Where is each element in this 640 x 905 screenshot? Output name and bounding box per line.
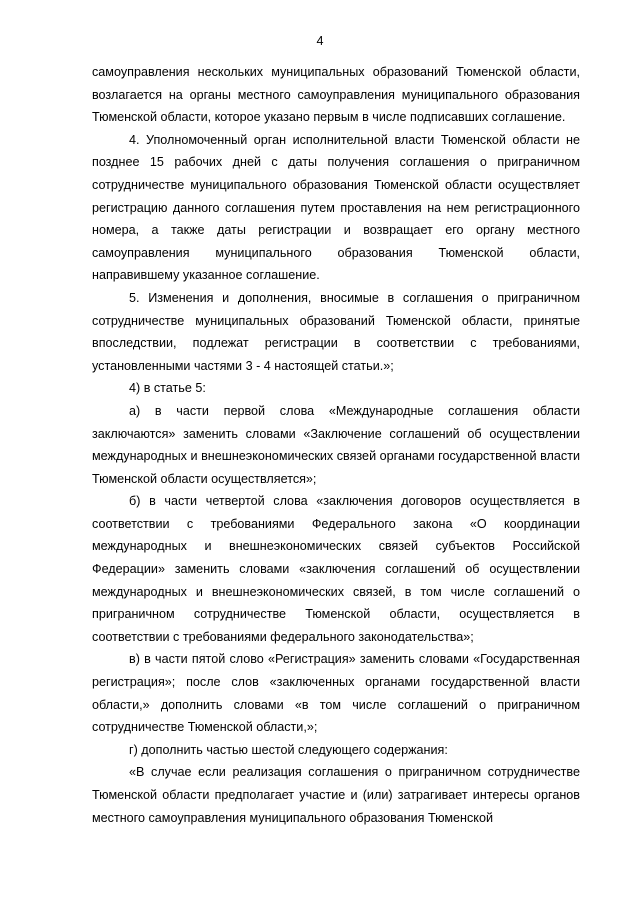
- page-number: 4: [316, 34, 324, 48]
- paragraph: 4. Уполномоченный орган исполнительной власти Тюменской области не позднее 15 рабочих дней с даты получения соглашения о приграничном сотрудничестве муниципального образования Тюменской области осуществляет регистрацию данного соглашения путем проставления на нем регистрационного номера, а также даты регистрации и возвращает его органу местного самоуправления муниципального образования Тюменской области, направившему указанное соглашение.: [92, 132, 580, 283]
- paragraph: самоуправления нескольких муниципальных образований Тюменской области, возлагается на органы местного самоуправления муниципального образования Тюменской области, которое указано первым в числе подписавших соглашение.: [92, 65, 580, 125]
- paragraph: «В случае если реализация соглашения о приграничном сотрудничестве Тюменской области предполагает участие и (или) затрагивает интересы органов местного самоуправления муниципального образования Тюменской: [92, 765, 580, 825]
- paragraph: а) в части первой слова «Международные соглашения области заключаются» заменить словами «Заключение соглашений об осуществлении международных и внешнеэкономических связей органами государственной власти Тюменской области осуществляется»;: [92, 403, 580, 486]
- paragraph: 4) в статье 5:: [129, 381, 206, 396]
- paragraph: б) в части четвертой слова «заключения договоров осуществляется в соответствии с требованиями Федерального закона «О координации международных и внешнеэкономических связей субъектов Российской Федерации» заменить словами «заключения соглашений об осуществлении международных и внешнеэкономических связей, в том числе соглашений о приграничном сотрудничестве Тюменской области, осуществляется в соответствии с требованиями федерального законодательства»;: [92, 494, 580, 644]
- paragraph: 5. Изменения и дополнения, вносимые в соглашения о приграничном сотрудничестве муниципальных образований Тюменской области, принятые впоследствии, подлежат регистрации в соответствии с требованиями, установленными частями 3 - 4 настоящей статьи.»;: [92, 290, 580, 373]
- document-body: [92, 61, 580, 829]
- paragraph: г) дополнить частью шестой следующего содержания:: [129, 742, 448, 757]
- paragraph: в) в части пятой слово «Регистрация» заменить словами «Государственная регистрация»; после слов «заключенных органами государственной власти области,» дополнить словами «в том числе соглашений о приграничном сотрудничестве Тюменской области,»;: [92, 652, 580, 735]
